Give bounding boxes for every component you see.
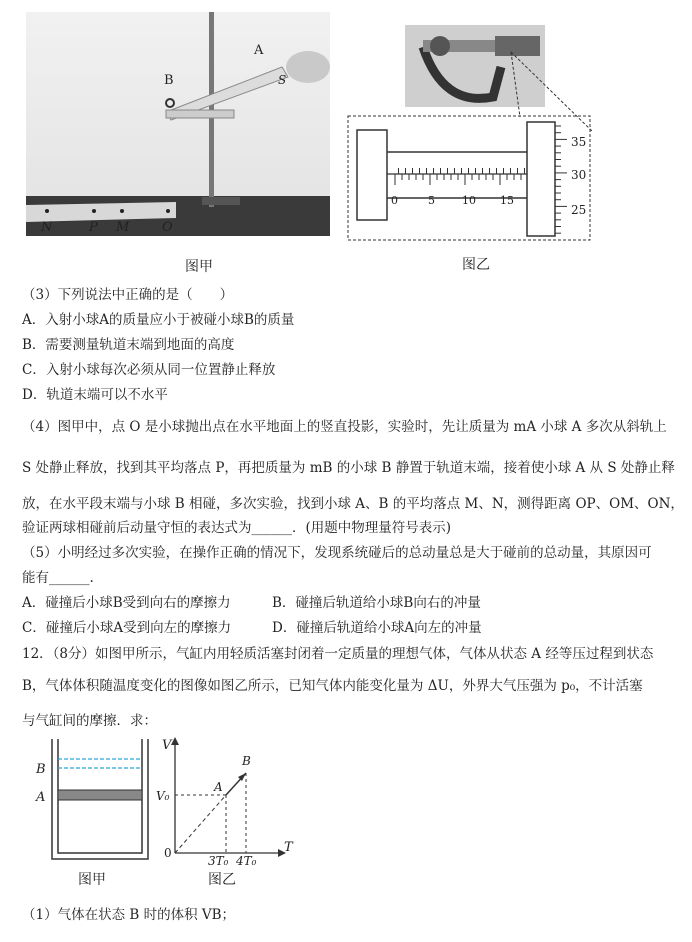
cyl-label-B: B <box>36 762 46 777</box>
vt-graph <box>150 733 300 868</box>
q4-line-2: S 处静止释放，找到其平均落点 P，再把质量为 mB 的小球 B 静置于轨道末端，接着使小球 A 从 S 处静止释 <box>22 460 675 476</box>
q12-sub-1: （1）气体在状态 B 时的体积 VB； <box>22 907 236 923</box>
apparatus-drawing <box>26 12 330 236</box>
thimble-25: 25 <box>571 203 587 217</box>
label-3T0: 3T₀ <box>208 854 229 868</box>
thimble-35: 35 <box>571 135 587 149</box>
scale-15: 15 <box>500 194 514 207</box>
label-O: O <box>162 220 173 235</box>
q12-line-1: 12．（8分）如图甲所示，气缸内用轻质活塞封闭着一定质量的理想气体，气体从状态 A 经等压过程到状态 <box>22 646 654 662</box>
q5-option-c: C．碰撞后小球A受到向左的摩擦力 <box>22 620 232 636</box>
gas-figure-yi-caption: 图乙 <box>208 872 236 888</box>
gas-figure-jia-caption: 图甲 <box>78 872 106 888</box>
q3-option-a: A．入射小球A的质量应小于被碰小球B的质量 <box>22 312 295 328</box>
q12-line-2: B，气体体积随温度变化的图像如图乙所示，已知气体内能变化量为 ΔU，外界大气压强为 p₀，不计活塞 <box>22 678 643 694</box>
q3-option-c: C．入射小球每次必须从同一位置静止释放 <box>22 362 276 378</box>
label-P: P <box>89 220 98 235</box>
label-M: M <box>116 220 130 235</box>
scale-0: 0 <box>391 194 398 207</box>
axis-T: T <box>284 840 293 855</box>
q3-option-d: D．轨道末端可以不水平 <box>22 387 168 403</box>
cylinder-drawing <box>30 735 160 865</box>
thimble-30: 30 <box>571 168 587 182</box>
q4-line-1: （4）图甲中，点 O 是小球抛出点在水平地面上的竖直投影，实验时，先让质量为 mA 小球 A 多次从斜轨上 <box>22 419 667 435</box>
scale-10: 10 <box>462 194 476 207</box>
label-4T0: 4T₀ <box>236 854 257 868</box>
point-B: B <box>242 754 251 768</box>
label-S: S <box>278 73 287 87</box>
label-A: A <box>254 43 264 58</box>
scale-5: 5 <box>428 194 435 207</box>
apparatus-photo <box>26 12 330 236</box>
q5-option-a: A．碰撞后小球B受到向右的摩擦力 <box>22 595 231 611</box>
label-N: N <box>41 220 53 235</box>
q5-line-1: （5）小明经过多次实验，在操作正确的情况下，发现系统碰后的总动量总是大于碰前的总动量，其原因可 <box>22 545 652 561</box>
q12-line-3: 与气缸间的摩擦．求： <box>22 713 157 729</box>
q5-option-d: D．碰撞后轨道给小球A向左的冲量 <box>272 620 482 636</box>
figure-jia-caption: 图甲 <box>185 259 213 275</box>
label-B: B <box>164 73 174 88</box>
q3-stem: （3）下列说法中正确的是（ ） <box>22 287 234 303</box>
cylinder-figure <box>30 735 160 865</box>
q5-line-2: 能有______. <box>22 570 94 586</box>
point-A: A <box>214 780 223 794</box>
axis-V: V <box>162 738 172 753</box>
micrometer-drawing <box>345 22 595 244</box>
cyl-label-A: A <box>36 790 46 805</box>
label-V0: V₀ <box>156 789 170 803</box>
q5-option-b: B．碰撞后轨道给小球B向右的冲量 <box>272 595 481 611</box>
q4-line-4: 验证两球相碰前后动量守恒的表达式为______．(用题中物理量符号表示) <box>22 520 452 536</box>
axis-origin: 0 <box>164 846 172 860</box>
micrometer-figure <box>345 22 595 244</box>
q4-line-3: 放，在水平段末端与小球 B 相碰，多次实验，找到小球 A、B 的平均落点 M、N，测得距离 OP、OM、ON， <box>22 496 684 512</box>
figure-yi-caption: 图乙 <box>462 257 490 273</box>
q3-option-b: B．需要测量轨道末端到地面的高度 <box>22 337 235 353</box>
vt-graph-drawing <box>150 733 300 868</box>
